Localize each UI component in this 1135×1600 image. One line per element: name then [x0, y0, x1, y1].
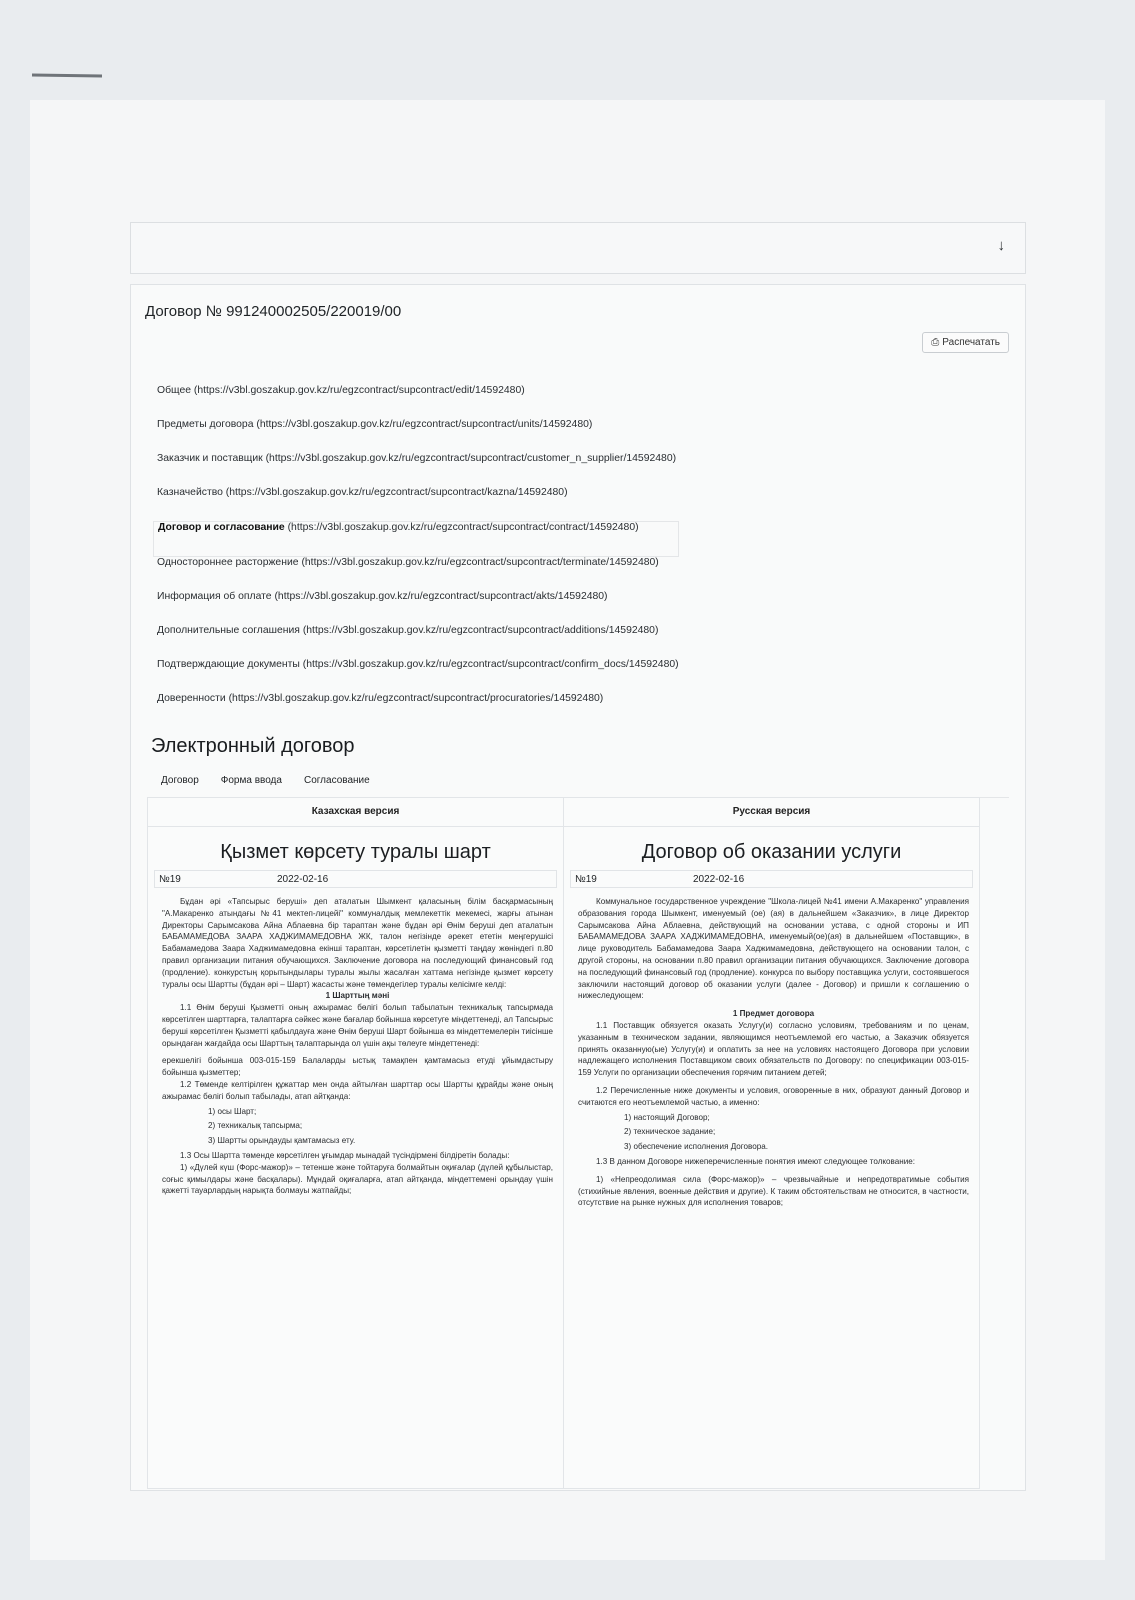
ru-intro: Коммунальное государственное учреждение "Школа-лицей №41 имени А.Макаренко" управления образования города Шымкент, именуемый (ое) (ая) в дальнейшем «Заказчик», в лице Директор Сарымсакова Айна Аблаевна, действующий на основании устава, с одной стороны и ИП БАБАМАМЕДОВА ЗААРА ХАДЖИМАМЕДОВНА, именуемый(ое)(ая) в дальнейшем «Поставщик», в лице руководитель Бабамамедова Заара Хаджимамедовна, действующего на основании талон, с другой стороны, на основании п.80 правил организации питания обучающихся. Заключение договора на последующий финансовый год (продление). конкурса по выбору поставщика услуги, состоявшегося заключили настоящий договор об оказании услуги (далее - Договор) и пришли к соглашению о нижеследующем: — [578, 897, 969, 1001]
section-title: Электронный договор — [151, 735, 355, 757]
nav-item-subjects[interactable]: Предметы договора (https://v3bl.goszakup.gov.kz/ru/egzcontract/supcontract/units/14592480) — [157, 419, 593, 430]
nav-item-treasury[interactable]: Казначейство (https://v3bl.goszakup.gov.kz/ru/egzcontract/supcontract/kazna/14592480) — [157, 487, 568, 498]
printer-icon: ⎙ — [931, 337, 940, 348]
ru-list-item: 1) настоящий Договор; — [624, 1112, 710, 1122]
nav-item-termination[interactable]: Одностороннее расторжение (https://v3bl.goszakup.gov.kz/ru/egzcontract/supcontract/terminate/14592480) — [157, 557, 659, 568]
ru-clause-1-3-1: 1) «Непреодолимая сила (Форс-мажор)» – чрезвычайные и непредотвратимые события (стихийные явления, военные действия и другие). К таким обстоятельствам не относится, в частности, отсутствие на рынке нужных для исполнения товаров; — [578, 1174, 969, 1208]
ru-list-item: 2) техническое задание; — [624, 1127, 716, 1137]
kz-clause-1-1-spec: ерекшелігі бойынша 003-015-159 Балаларды ыстық тамақпен қамтамасыз етуді ұйымдастыру бойынша қызметтер; — [162, 1056, 553, 1078]
russian-number-row — [570, 870, 973, 888]
ru-clause-1-1: 1.1 Поставщик обязуется оказать Услугу(и) согласно условиям, требованиям и по ценам, указанным в техническом задании, являющимся неотъемлемой его частью, а Заказчик обязуется принять оказанную(ые) Услугу(и) и оплатить за нее на условиях настоящего Договора при условии надлежащего исполнения Поставщиком своих обязательств по Договору: по спецификации 003-015-159 Услуги по организации обеспечения горячим питанием детей; — [578, 1020, 969, 1078]
kz-list-item: 1) осы Шарт; — [208, 1106, 257, 1116]
contract-nav — [157, 385, 797, 727]
nav-item-confirm-docs[interactable]: Подтверждающие документы (https://v3bl.goszakup.gov.kz/ru/egzcontract/supcontract/confirm_docs/14592480) — [157, 659, 679, 670]
russian-version-header: Русская версия — [564, 798, 979, 827]
subtabs — [161, 775, 370, 786]
contract-date: 2022-02-16 — [277, 873, 329, 885]
page-title: Договор № 991240002505/220019/00 — [145, 303, 402, 320]
nav-item-additions[interactable]: Дополнительные соглашения (https://v3bl.goszakup.gov.kz/ru/egzcontract/supcontract/additions/14592480) — [157, 625, 659, 636]
nav-item-general[interactable]: Общее (https://v3bl.goszakup.gov.kz/ru/egzcontract/supcontract/edit/14592480) — [157, 385, 525, 396]
kz-section-1: 1 Шарттың мәні — [325, 991, 390, 1001]
contract-date: 2022-02-16 — [693, 873, 745, 885]
print-button-label: Распечатать — [942, 337, 1000, 348]
russian-column — [563, 797, 980, 1489]
kz-intro: Бұдан әрі «Тапсырыс беруші» деп аталатын Шымкент қаласының білім басқармасының "А.Макаренко атындағы №41 мектеп-лицейі" коммуналдық мемлекеттік мекемесі, жарғы атынан Директоры Сарымсакова Айна Аблаевна бір тараптан және бұдан әрі Өнім беруші деп аталатын БАБАМАМЕДОВА ЗААРА ХАДЖИМАМЕДОВНА ЖК, талон негізінде әрекет ететін меңгерушісі Бабамамедова Заара Хаджимамедовна екінші тараптан, көрсетілетін қызметті таңдау жөніндегі п.80 правил организации питания обучающихся. Заключение договора на последующий финансовый год (продление). конкурстың қорытындылары туралы жылы жасалған хаттама негізінде қызмет көрсету туралы осы Шартты (бұдан әрі – Шарт) жасасты және төмендегілер туралы келісімге келді: — [162, 897, 553, 989]
russian-body — [578, 896, 969, 1209]
nav-item-customer-supplier[interactable]: Заказчик и поставщик (https://v3bl.goszakup.gov.kz/ru/egzcontract/supcontract/customer_n_supplier/14592480) — [157, 453, 677, 464]
kz-list-item: 2) техникалық тапсырма; — [208, 1121, 303, 1131]
contract-panel — [130, 284, 1026, 1491]
nav-item-payment-info[interactable]: Информация об оплате (https://v3bl.goszakup.gov.kz/ru/egzcontract/supcontract/akts/14592480) — [157, 591, 608, 602]
contract-document — [147, 797, 985, 1487]
nav-item-contract-approval[interactable]: Договор и согласование (https://v3bl.goszakup.gov.kz/ru/egzcontract/supcontract/contract/14592480) — [153, 521, 679, 557]
kazakh-doc-title: Қызмет көрсету туралы шарт — [220, 841, 491, 863]
kz-clause-1-1: 1.1 Өнім беруші Қызметті оның ажырамас бөлігі болып табылатын техникалық тапсырмада көрсетілген шарттарға, талаптарға сәйкес және бағалар бойынша көрсетуге міндеттенеді, ал Тапсырыс беруші көрсетілген Қызметті қабылдауға және Өнім беруші Шарт бойынша өз міндеттемелерін тиісінше орындаған жағдайда осы Шарттың талаптарында ол үшін ақы төлеуге міндеттенеді: — [162, 1003, 553, 1048]
kz-clause-1-3-1: 1) «Дүлей күш (Форс-мажор)» – тетенше және тойтаруға болмайтын оқиғалар (дүлей құбылыстар, соғыс қимылдары және басқалары). Мұндай оқиғаларға, атап айтқанда, міндеттемені орындау үшін қажетті тауарлардың нарықта болмауы жатпайды; — [162, 1162, 553, 1196]
download-icon[interactable]: ↓ — [997, 237, 1005, 254]
kz-clause-1-3: 1.3 Осы Шартта төменде көрсетілген ұғымдар мынадай түсіндірмені білдіретін болады: — [180, 1150, 510, 1160]
tab-contract[interactable]: Договор — [161, 775, 199, 786]
tab-approval[interactable]: Согласование — [303, 775, 370, 786]
top-toolbar — [130, 222, 1026, 274]
contract-number: №19 — [159, 873, 181, 885]
russian-doc-title: Договор об оказании услуги — [641, 841, 902, 863]
kz-list-item: 3) Шартты орындауды қамтамасыз ету. — [208, 1136, 356, 1146]
paper-edge-mark — [32, 74, 102, 78]
print-button[interactable] — [922, 332, 1009, 353]
ru-list-item: 3) обеспечение исполнения Договора. — [624, 1142, 769, 1152]
nav-item-procuratories[interactable]: Доверенности (https://v3bl.goszakup.gov.kz/ru/egzcontract/supcontract/procuratories/14592480) — [157, 693, 604, 704]
kazakh-version-header: Казахская версия — [148, 798, 563, 827]
ru-clause-1-2: 1.2 Перечисленные ниже документы и условия, оговоренные в них, образуют данный Договор и считаются его неотъемлемой частью, а именно: — [578, 1085, 969, 1107]
ru-clause-1-3: 1.3 В данном Договоре нижеперечисленные понятия имеют следующее толкование: — [596, 1156, 916, 1166]
kazakh-number-row — [154, 870, 557, 888]
kazakh-column — [147, 797, 564, 1489]
contract-number: №19 — [575, 873, 597, 885]
kz-clause-1-2: 1.2 Төменде келтірілген құжаттар мен онда айтылған шарттар осы Шартты құрайды және оның ажырамас бөлігі болып табылады, атап айтқанда: — [162, 1079, 553, 1101]
kazakh-body — [162, 896, 553, 1197]
tab-input-form[interactable]: Форма ввода — [220, 775, 282, 786]
ru-section-1: 1 Предмет договора — [732, 1009, 815, 1019]
